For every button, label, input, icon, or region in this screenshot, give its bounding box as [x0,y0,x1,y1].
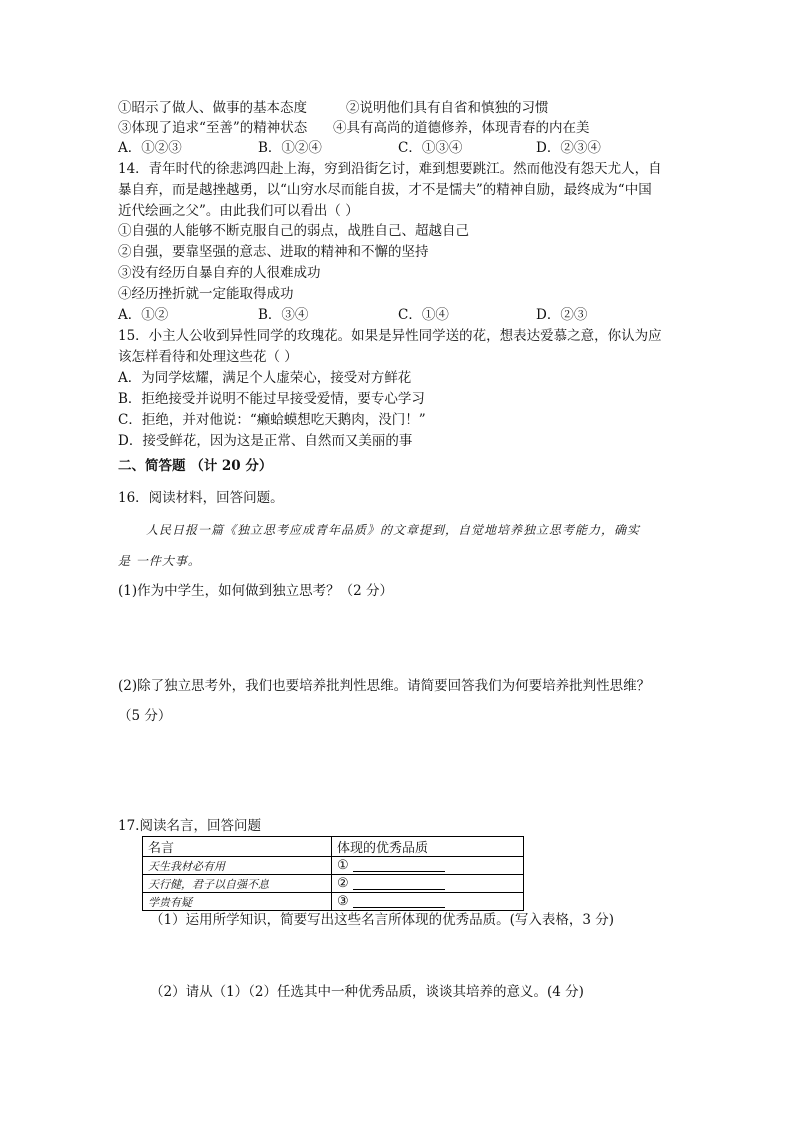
q14-statement-3: ③没有经历自暴自弃的人很难成功 [118,265,321,281]
q13-statement-1: ①昭示了做人、做事的基本态度 [118,100,307,116]
q13-option-c: C．①③④ [398,140,463,156]
q13-statement-2: ②说明他们具有自省和慎独的习惯 [346,100,549,116]
q16-material-line-2: 是 一件大事。 [118,554,201,568]
q13-option-a: A．①②③ [118,140,182,156]
answer-cell[interactable] [332,875,524,893]
q14-statement-2: ②自强，要靠坚强的意志、进取的精神和不懈的坚持 [118,244,429,260]
q14-stem-line-2: 暴自弃，而是越挫越勇，以“山穷水尽而能自拔，才不是懦夫”的精神自励，最终成为“中国 [118,182,652,198]
q15-option-c: C．拒绝，并对他说：“癞蛤蟆想吃天鹅肉，没门！” [118,412,426,428]
quote-cell: 学贵有疑 [143,893,332,911]
answer-mark: ③ [337,894,349,909]
q14-statement-1: ①自强的人能够不断克服自己的弱点，战胜自己、超越自己 [118,223,469,239]
answer-blank[interactable] [353,859,445,872]
answer-mark: ② [337,876,349,891]
q15-option-a: A．为同学炫耀，满足个人虚荣心，接受对方鲜花 [118,370,412,386]
q15-option-b: B．拒绝接受并说明不能过早接受爱情，要专心学习 [118,391,425,407]
table-header-quality: 体现的优秀品质 [332,837,524,857]
q16-part-2-line-1: (2)除了独立思考外，我们也要培养批判性思维。请简要回答我们为何要培养批判性思维？ [118,678,651,694]
quote-cell: 天生我材必有用 [143,857,332,875]
q16-part-2-line-2: （5 分） [118,708,172,724]
q13-option-d: D．②③④ [536,140,601,156]
table-row [143,875,524,893]
table-header-quote: 名言 [143,837,332,857]
q14-option-c: C．①④ [398,307,449,323]
q17-part-2: （2）请从（1）（2）任选其中一种优秀品质，谈谈其培养的意义。(4 分) [150,984,584,1000]
q14-option-d: D．②③ [536,307,588,323]
table-header-row [143,837,524,857]
section-2-title: 二、简答题 （计 20 分） [118,458,273,474]
table-row [143,893,524,911]
q16-material-line-1: 人民日报一篇《独立思考应成青年品质》的文章提到，自觉地培养独立思考能力，确实 [146,523,641,537]
q14-stem-line-1: 14．青年时代的徐悲鸿四赴上海，穷到沿街乞讨，难到想要跳江。然而他没有怨天尤人，自 [118,161,662,177]
table-row [143,857,524,875]
q16-part-1: (1)作为中学生，如何做到独立思考？（2 分） [118,583,394,599]
q14-option-b: B．③④ [258,307,309,323]
answer-mark: ① [337,858,349,873]
q17-intro: 17.阅读名言，回答问题 [118,818,261,834]
q17-part-1: （1）运用所学知识，简要写出这些名言所体现的优秀品质。(写入表格，3 分) [150,912,615,928]
q16-intro: 16．阅读材料，回答问题。 [118,490,284,506]
q15-stem-line-1: 15．小主人公收到异性同学的玫瑰花。如果是异性同学送的花，想表达爱慕之意，你认为应 [118,328,662,344]
q14-stem-line-3: 近代绘画之父”。由此我们可以看出（ ） [118,203,359,219]
q13-statement-4: ④具有高尚的道德修养，体现青春的内在美 [333,120,590,136]
q15-stem-line-2: 该怎样看待和处理这些花（ ） [118,349,298,365]
answer-cell[interactable] [332,857,524,875]
answer-blank[interactable] [353,895,445,908]
q14-option-a: A．①② [118,307,169,323]
answer-cell[interactable] [332,893,524,911]
answer-blank[interactable] [353,877,445,890]
q14-statement-4: ④经历挫折就一定能取得成功 [118,286,294,302]
q13-option-b: B．①②④ [258,140,322,156]
quote-cell: 天行健，君子以自强不息 [143,875,332,893]
q13-statement-3: ③体现了追求“至善”的精神状态 [118,120,308,136]
q15-option-d: D．接受鲜花，因为这是正常、自然而又美丽的事 [118,433,413,449]
quotes-table [142,836,524,911]
